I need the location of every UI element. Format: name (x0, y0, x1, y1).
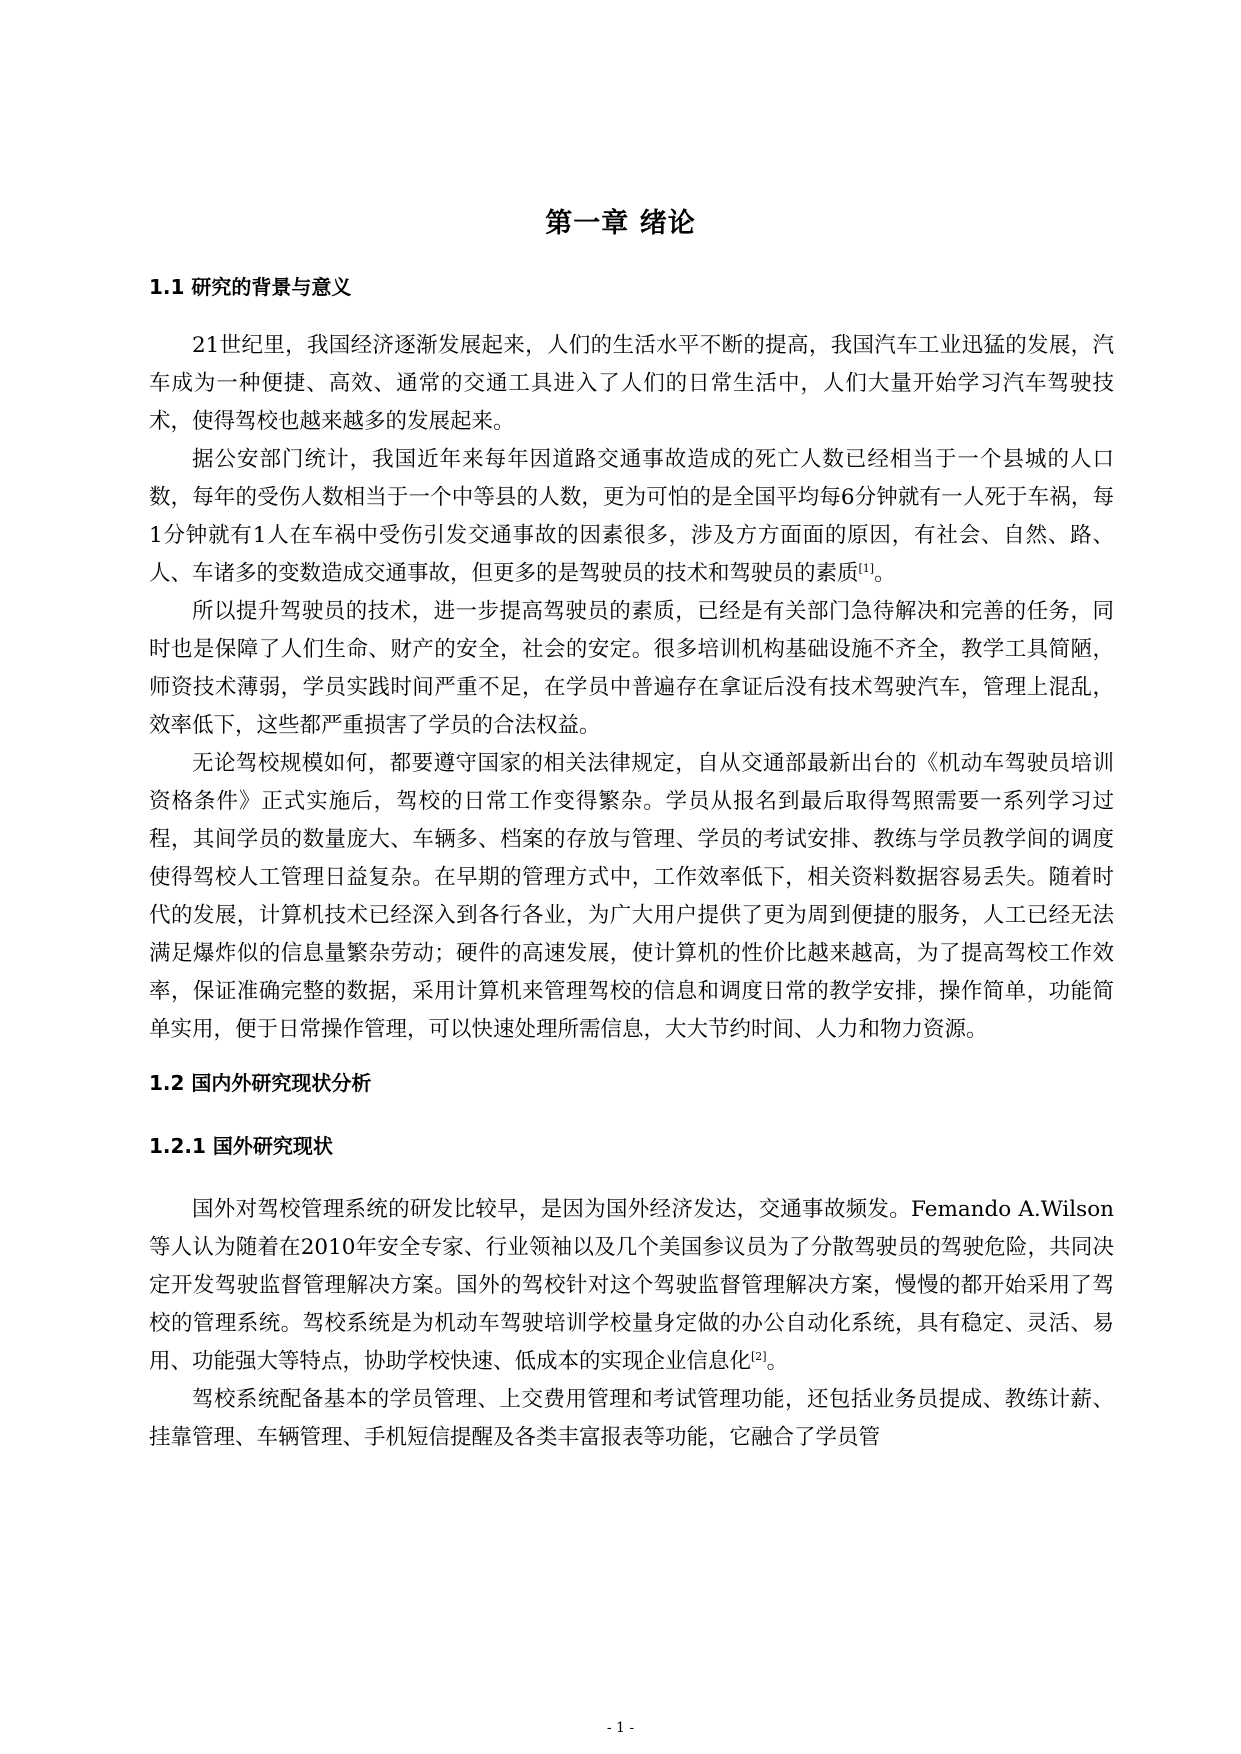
paragraph (149, 1191, 1114, 1381)
citation-ref: [2] (751, 1349, 767, 1363)
paragraph: 21世纪里，我国经济逐渐发展起来，人们的生活水平不断的提高，我国汽车工业迅猛的发展，汽车成为一种便捷、高效、通常的交通工具进入了人们的日常生活中，人们大量开始学习汽车驾驶技术，使得驾校也越来越多的发展起来。 (149, 333, 1114, 434)
section-heading-1-1: 1.1 研究的背景与意义 (149, 275, 352, 299)
section-1-2-1-body (149, 1191, 1114, 1457)
page-number: - 1 - (606, 1720, 635, 1736)
paragraph-text: 据公安部门统计，我国近年来每年因道路交通事故造成的死亡人数已经相当于一个县城的人口数，每年的受伤人数相当于一个中等县的人数，更为可怕的是全国平均每6分钟就有一人死于车祸，每1分钟就有1人在车祸中受伤引发交通事故的因素很多，涉及方方面面的原因，有社会、自然、路、人、车诸多的变数造成交通事故，但更多的是驾驶员的技术和驾驶员的素质 (149, 447, 1114, 586)
section-heading-1-2-1: 1.2.1 国外研究现状 (149, 1134, 333, 1158)
citation-ref: [1] (858, 561, 875, 575)
paragraph (149, 441, 1114, 593)
paragraph-text: 国外对驾校管理系统的研发比较早，是因为国外经济发达，交通事故频发。Femando A.Wilson等人认为随着在2010年安全专家、行业领袖以及几个美国参议员为了分散驾驶员的驾驶危险，共同决定开发驾驶监督管理解决方案。国外的驾校针对这个驾驶监督管理解决方案，慢慢的都开始采用了驾校的管理系统。驾校系统是为机动车驾驶培训学校量身定做的办公自动化系统，具有稳定、灵活、易用、功能强大等特点，协助学校快速、低成本的实现企业信息化 (149, 1197, 1114, 1374)
section-1-1-body (149, 327, 1114, 1049)
paragraph-end: 。 (874, 561, 896, 586)
paragraph: 所以提升驾驶员的技术，进一步提高驾驶员的素质，已经是有关部门急待解决和完善的任务，同时也是保障了人们生命、财产的安全，社会的安定。很多培训机构基础设施不齐全，教学工具简陋，师资技术薄弱，学员实践时间严重不足，在学员中普遍存在拿证后没有技术驾驶汽车，管理上混乱，效率低下，这些都严重损害了学员的合法权益。 (149, 599, 1114, 738)
section-heading-1-2: 1.2 国内外研究现状分析 (149, 1071, 372, 1095)
chapter-title: 第一章 绪论 (545, 208, 696, 239)
paragraph: 驾校系统配备基本的学员管理、上交费用管理和考试管理功能，还包括业务员提成、教练计薪、挂靠管理、车辆管理、手机短信提醒及各类丰富报表等功能，它融合了学员管 (149, 1387, 1114, 1450)
paragraph-end: 。 (766, 1349, 789, 1374)
paragraph: 无论驾校规模如何，都要遵守国家的相关法律规定，自从交通部最新出台的《机动车驾驶员培训资格条件》正式实施后，驾校的日常工作变得繁杂。学员从报名到最后取得驾照需要一系列学习过程，其间学员的数量庞大、车辆多、档案的存放与管理、学员的考试安排、教练与学员教学间的调度使得驾校人工管理日益复杂。在早期的管理方式中，工作效率低下，相关资料数据容易丢失。随着时代的发展，计算机技术已经深入到各行各业，为广大用户提供了更为周到便捷的服务，人工已经无法满足爆炸似的信息量繁杂劳动；硬件的高速发展，使计算机的性价比越来越高，为了提高驾校工作效率，保证准确完整的数据，采用计算机来管理驾校的信息和调度日常的教学安排，操作简单，功能简单实用，便于日常操作管理，可以快速处理所需信息，大大节约时间、人力和物力资源。 (149, 751, 1114, 1042)
